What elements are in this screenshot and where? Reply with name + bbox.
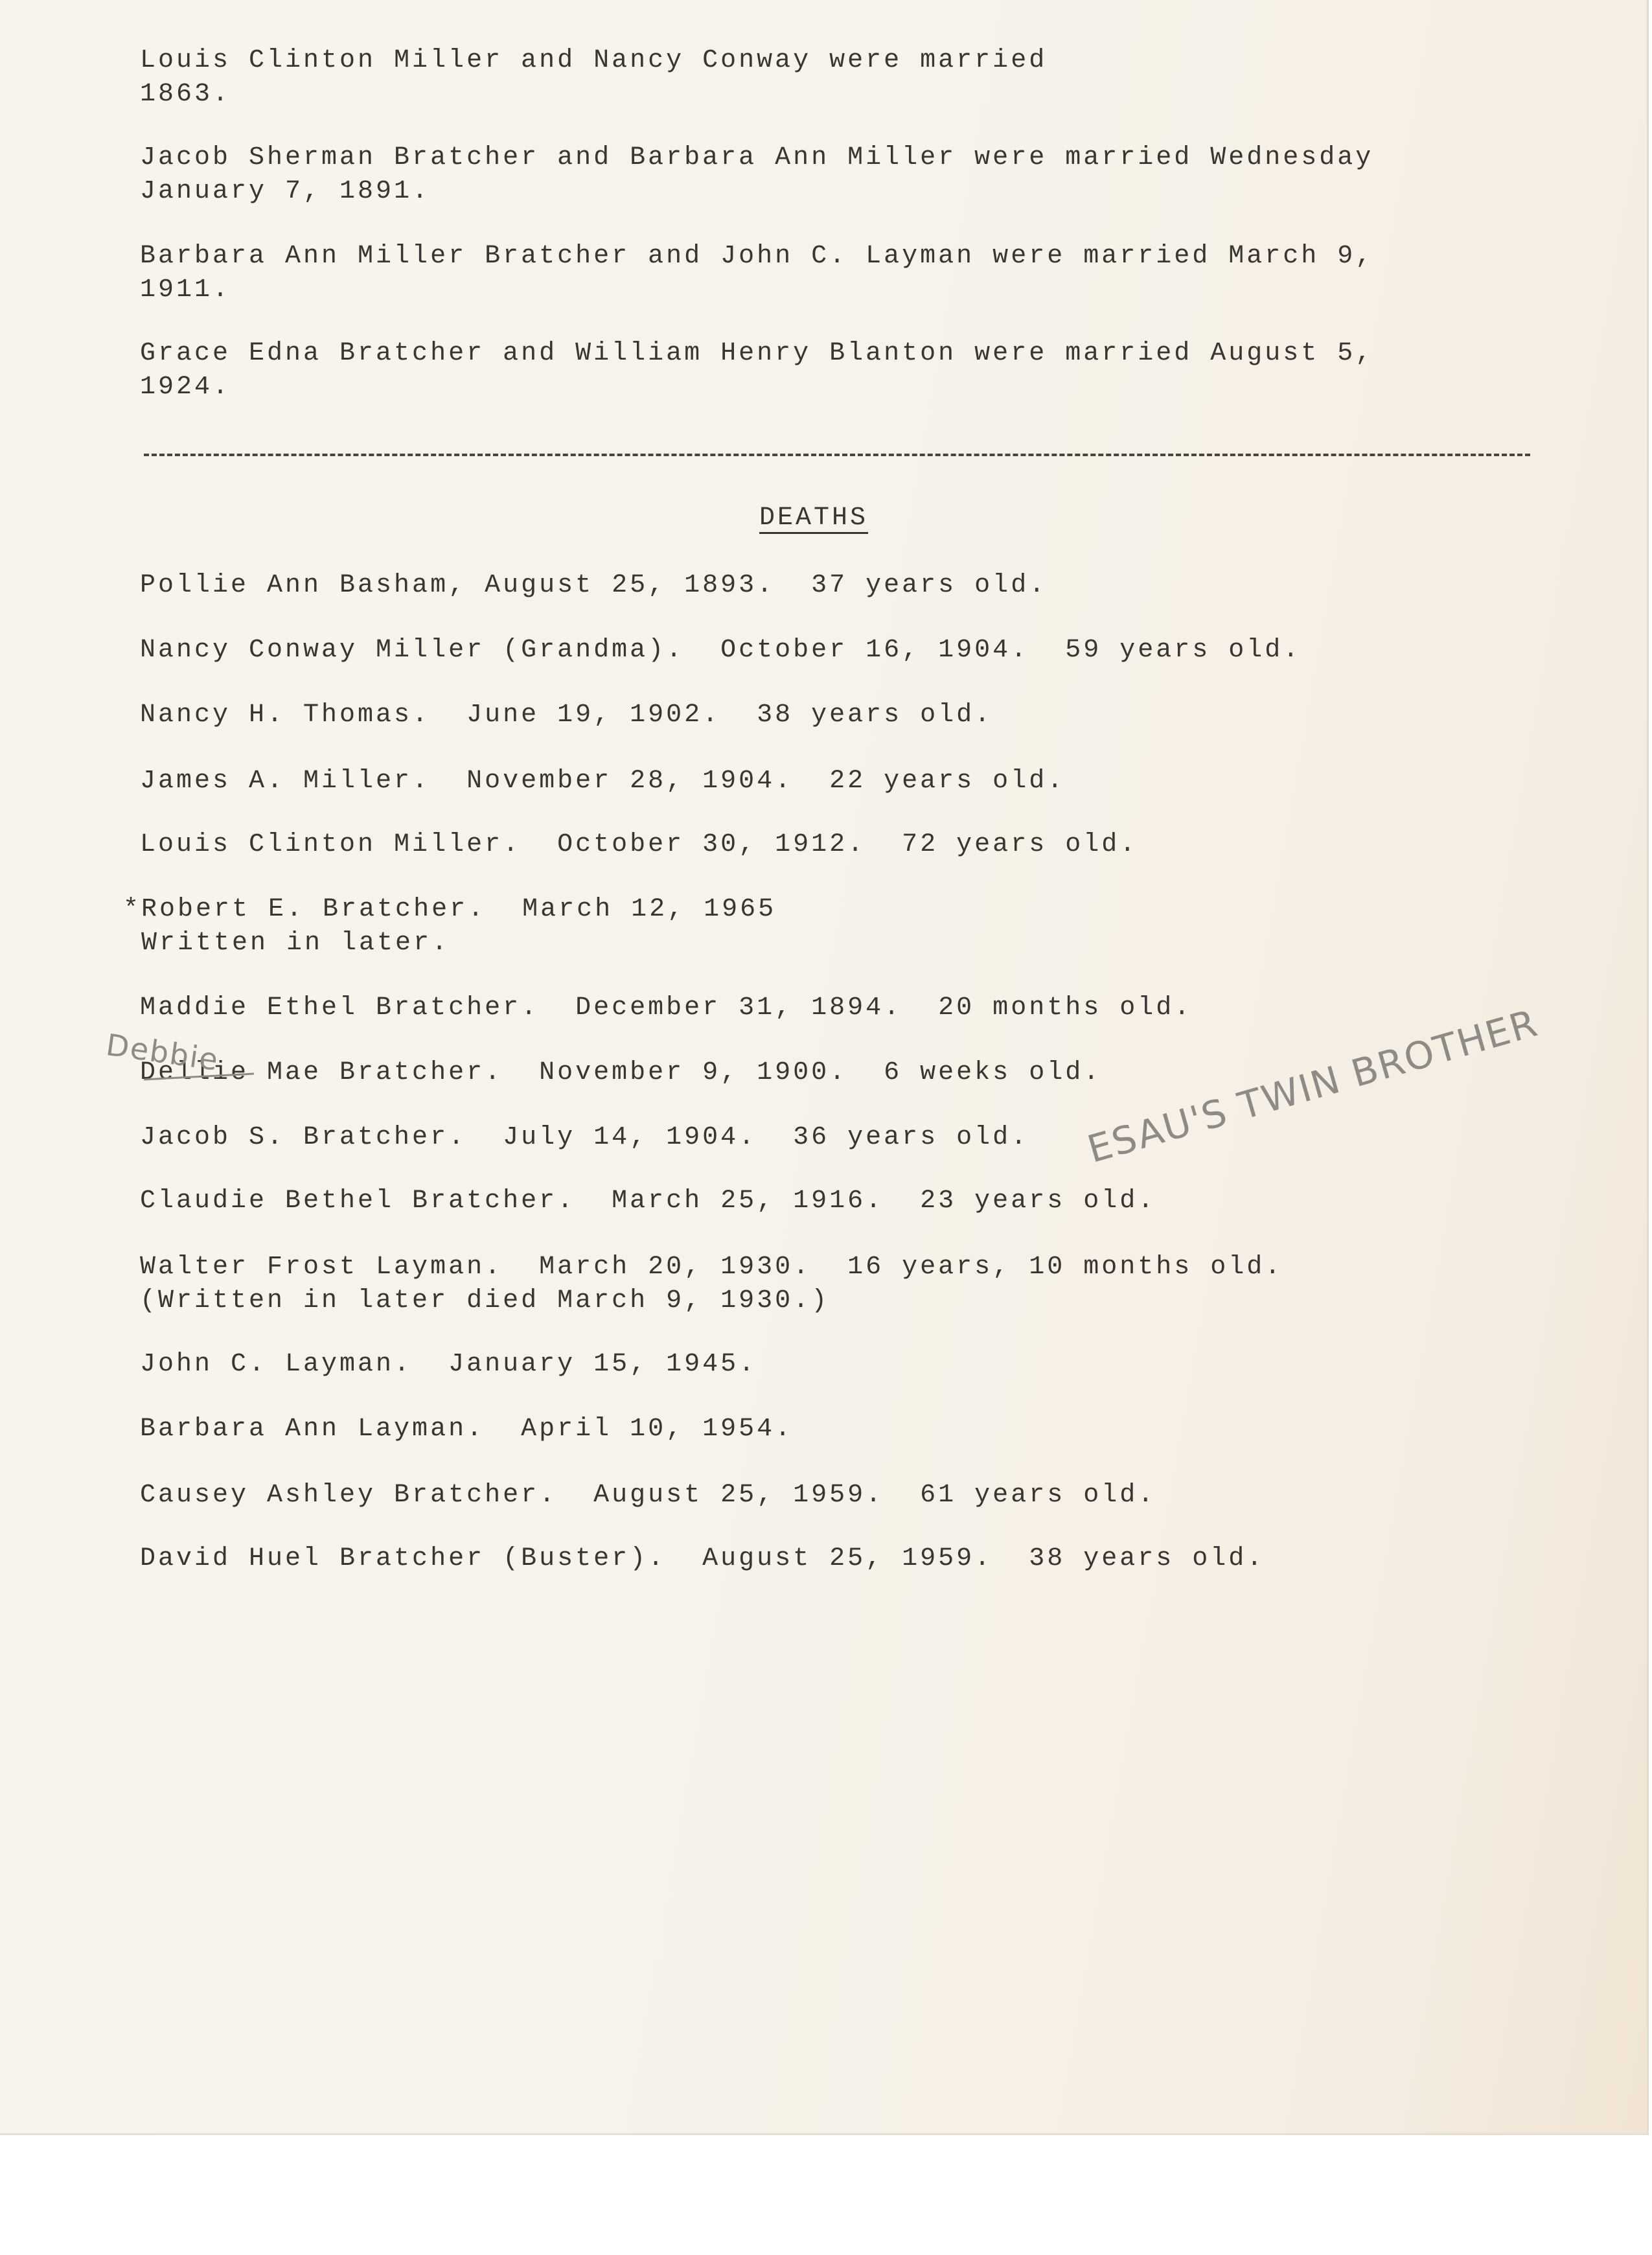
death-entry xyxy=(140,1251,1283,1318)
entry-line: Written in later. xyxy=(123,929,450,958)
entry-line: 1863. xyxy=(140,80,231,109)
entry-line: 1911. xyxy=(140,275,231,305)
deaths-heading: DEATHS xyxy=(759,503,869,533)
entry-line: January 7, 1891. xyxy=(140,177,431,206)
death-entry: Maddie Ethel Bratcher. December 31, 1894. 20 months old. xyxy=(140,993,1193,1023)
handwritten-name-correction: Debbie xyxy=(104,1027,222,1078)
entry-line: 1924. xyxy=(140,373,231,402)
death-entry: Jacob S. Bratcher. July 14, 1904. 36 years old. xyxy=(140,1123,1029,1152)
death-entry: James A. Miller. November 28, 1904. 22 years old. xyxy=(140,767,1066,796)
death-entry: Claudie Bethel Bratcher. March 25, 1916. 23 years old. xyxy=(140,1186,1156,1216)
death-entry: Louis Clinton Miller. October 30, 1912. 72 years old. xyxy=(140,830,1138,859)
entry-line: Louis Clinton Miller and Nancy Conway were married xyxy=(140,46,1048,75)
marriage-entry xyxy=(140,44,1047,111)
entry-line: *Robert E. Bratcher. March 12, 1965 xyxy=(123,895,777,924)
entry-line: Grace Edna Bratcher and William Henry Blanton were married August 5, xyxy=(140,339,1374,368)
marriage-entry xyxy=(140,141,1373,209)
death-entry: John C. Layman. January 15, 1945. xyxy=(140,1350,757,1379)
death-entry: Nancy Conway Miller (Grandma). October 16, 1904. 59 years old. xyxy=(140,636,1302,665)
entry-line: Barbara Ann Miller Bratcher and John C. Layman were married March 9, xyxy=(140,242,1374,271)
death-entry: Nancy H. Thomas. June 19, 1902. 38 years old. xyxy=(140,700,993,730)
entry-line: (Written in later died March 9, 1930.) xyxy=(140,1286,830,1315)
death-entry: Pollie Ann Basham, August 25, 1893. 37 years old. xyxy=(140,571,1048,600)
entry-line: Jacob Sherman Bratcher and Barbara Ann Miller were married Wednesday xyxy=(140,143,1374,172)
death-entry: David Huel Bratcher (Buster). August 25, 1959. 38 years old. xyxy=(140,1544,1265,1573)
death-entry xyxy=(123,893,776,960)
death-entry: Causey Ashley Bratcher. August 25, 1959. 61 years old. xyxy=(140,1481,1156,1510)
marriage-entry xyxy=(140,240,1373,307)
death-entry: Dellie Mae Bratcher. November 9, 1900. 6 weeks old. xyxy=(140,1058,1102,1087)
marriage-entry xyxy=(140,337,1373,404)
section-divider xyxy=(144,454,1530,456)
handwritten-side-note: ESAU'S TWIN BROTHER xyxy=(1083,1000,1543,1172)
entry-line: Walter Frost Layman. March 20, 1930. 16 years, 10 months old. xyxy=(140,1253,1283,1282)
death-entry: Barbara Ann Layman. April 10, 1954. xyxy=(140,1415,794,1444)
